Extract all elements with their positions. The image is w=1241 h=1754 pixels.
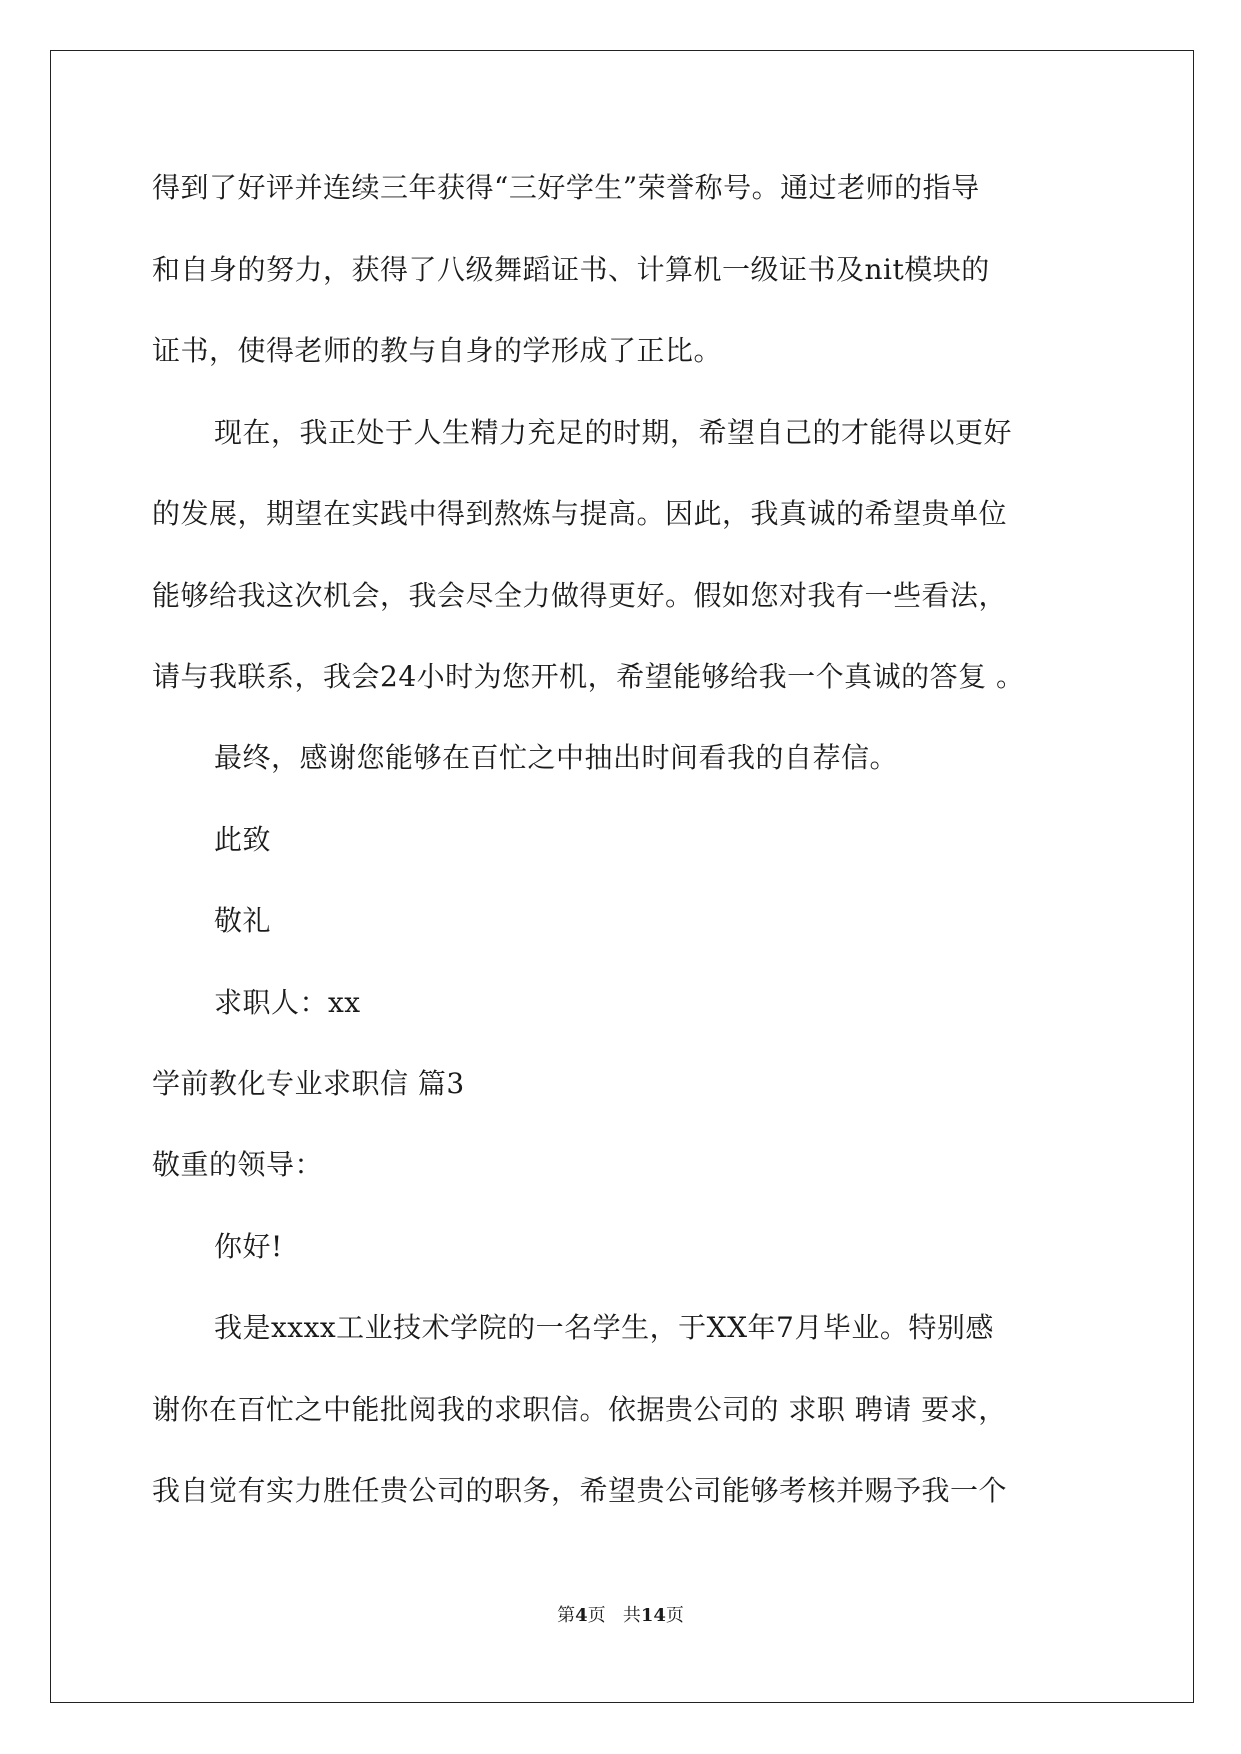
text-line: 我自觉有实力胜任贵公司的职务，希望贵公司能够考核并赐予我一个 xyxy=(152,1474,1008,1507)
section-heading: 学前教化专业求职信 篇3 xyxy=(152,1067,465,1100)
closing-salutation: 此致 xyxy=(214,823,272,856)
page-footer xyxy=(0,1604,1241,1628)
text-line: 请与我联系，我会24小时为您开机，希望能够给我一个真诚的答复 。 xyxy=(152,660,1025,693)
text-line: 证书，使得老师的教与自身的学形成了正比。 xyxy=(152,334,723,367)
text-line: 和自身的努力，获得了八级舞蹈证书、计算机一级证书及nit模块的 xyxy=(152,253,990,286)
total-pages-number: 14 xyxy=(640,1605,666,1626)
text-line: 能够给我这次机会，我会尽全力做得更好。假如您对我有一些看法， xyxy=(152,579,1008,612)
text-line: 谢你在百忙之中能批阅我的求职信。依据贵公司的 求职 聘请 要求， xyxy=(152,1393,1007,1426)
text-line: 的发展，期望在实践中得到熬炼与提高。因此，我真诚的希望贵单位 xyxy=(152,497,1008,530)
letter-salutation: 敬重的领导： xyxy=(152,1148,324,1181)
closing-regards: 敬礼 xyxy=(214,904,272,937)
greeting: 你好! xyxy=(214,1230,283,1263)
text-line: 最终，感谢您能够在百忙之中抽出时间看我的自荐信。 xyxy=(214,741,899,774)
text-line: 我是xxxx工业技术学院的一名学生，于XX年7月毕业。特别感 xyxy=(214,1311,994,1344)
signature-line: 求职人：xx xyxy=(214,986,361,1019)
footer-total-suffix: 页 xyxy=(665,1605,684,1626)
footer-page-word: 页 xyxy=(587,1605,606,1626)
footer-total-prefix: 共 xyxy=(622,1605,641,1626)
page-border xyxy=(50,50,1194,1703)
text-line: 现在，我正处于人生精力充足的时期，希望自己的才能得以更好 xyxy=(214,416,1013,449)
current-page-number: 4 xyxy=(575,1605,588,1626)
footer-prefix: 第 xyxy=(557,1605,576,1626)
text-line: 得到了好评并连续三年获得“三好学生”荣誉称号。通过老师的指导 xyxy=(152,171,980,204)
